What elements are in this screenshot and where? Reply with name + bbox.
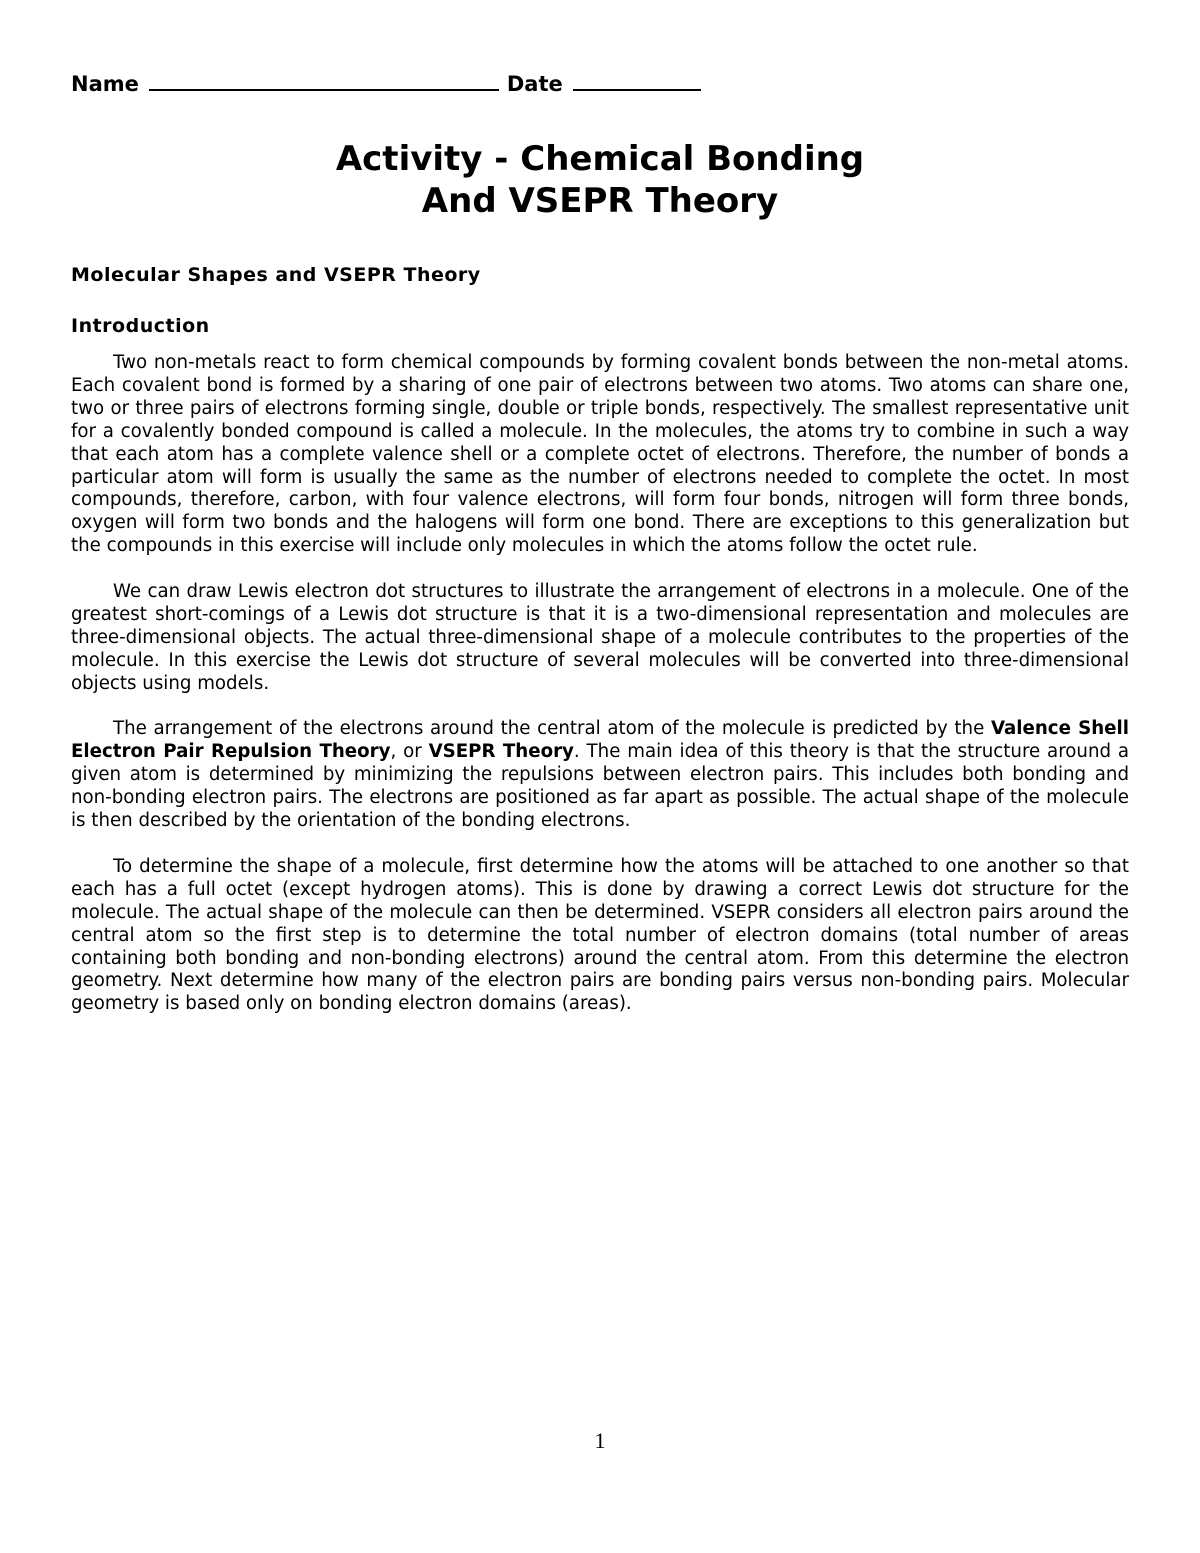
introduction-heading: Introduction	[71, 315, 210, 337]
introduction-body	[71, 352, 1129, 1039]
section-heading: Molecular Shapes and VSEPR Theory	[71, 264, 481, 286]
name-blank	[149, 71, 499, 91]
date-blank	[573, 71, 701, 91]
name-date-line	[71, 70, 701, 98]
title-line-2: And VSEPR Theory	[421, 181, 779, 221]
page-number: 1	[594, 1428, 606, 1453]
paragraph-2: We can draw Lewis electron dot structures to illustrate the arrangement of electrons in a molecule. One of the greatest short-comings of a Lewis dot structure is that it is a two-dimensional representation and molecules are three-dimensional objects. The actual three-dimensional shape of a molecule contributes to the properties of the molecule. In this exercise the Lewis dot structure of several molecules will be converted into three-dimensional objects using models.	[71, 581, 1129, 694]
vsepr-full-name: Valence Shell Electron Pair Repulsion Theory	[71, 718, 1129, 763]
paragraph-4: To determine the shape of a molecule, first determine how the atoms will be attached to one another so that each has a full octet (except hydrogen atoms). This is done by drawing a correct Lewis dot structure for the molecule. The actual shape of the molecule can then be determined. VSEPR considers all electron pairs around the central atom so the first step is to determine the total number of electron domains (total number of areas containing both bonding and non-bonding electrons) around the central atom. From this determine the electron geometry. Next determine how many of the electron pairs are bonding pairs versus non-bonding pairs. Molecular geometry is based only on bonding electron domains (areas).	[71, 855, 1129, 1015]
title-line-1: Activity - Chemical Bonding	[335, 139, 865, 179]
page-title	[0, 138, 1200, 222]
paragraph-3-end: . The main idea of this theory is that the structure around a given atom is determined by minimizing the repulsions between electron pairs. This includes both bonding and non-bonding electron pairs. The electrons are positioned as far apart as possible. The actual shape of the molecule is then described by the orientation of the bonding electrons.	[71, 741, 1130, 832]
paragraph-3	[71, 718, 1129, 833]
paragraph-3-mid: , or	[390, 741, 429, 763]
paragraph-3-start: The arrangement of the electrons around the central atom of the molecule is predicted by the	[113, 718, 991, 740]
name-label: Name	[71, 72, 139, 96]
paragraph-1: Two non-metals react to form chemical compounds by forming covalent bonds between the non-metal atoms. Each covalent bond is formed by a sharing of one pair of electrons between two atoms. Two atoms can share one, two or three pairs of electrons forming single, double or triple bonds, respectively. The smallest representative unit for a covalently bonded compound is called a molecule. In the molecules, the atoms try to combine in such a way that each atom has a complete valence shell or a complete octet of electrons. Therefore, the number of bonds a particular atom will form is usually the same as the number of electrons needed to complete the octet. In most compounds, therefore, carbon, with four valence electrons, will form four bonds, nitrogen will form three bonds, oxygen will form two bonds and the halogens will form one bond. There are exceptions to this generalization but the compounds in this exercise will include only molecules in which the atoms follow the octet rule.	[71, 352, 1129, 557]
vsepr-short-name: VSEPR Theory	[428, 741, 574, 763]
date-label: Date	[506, 72, 563, 96]
